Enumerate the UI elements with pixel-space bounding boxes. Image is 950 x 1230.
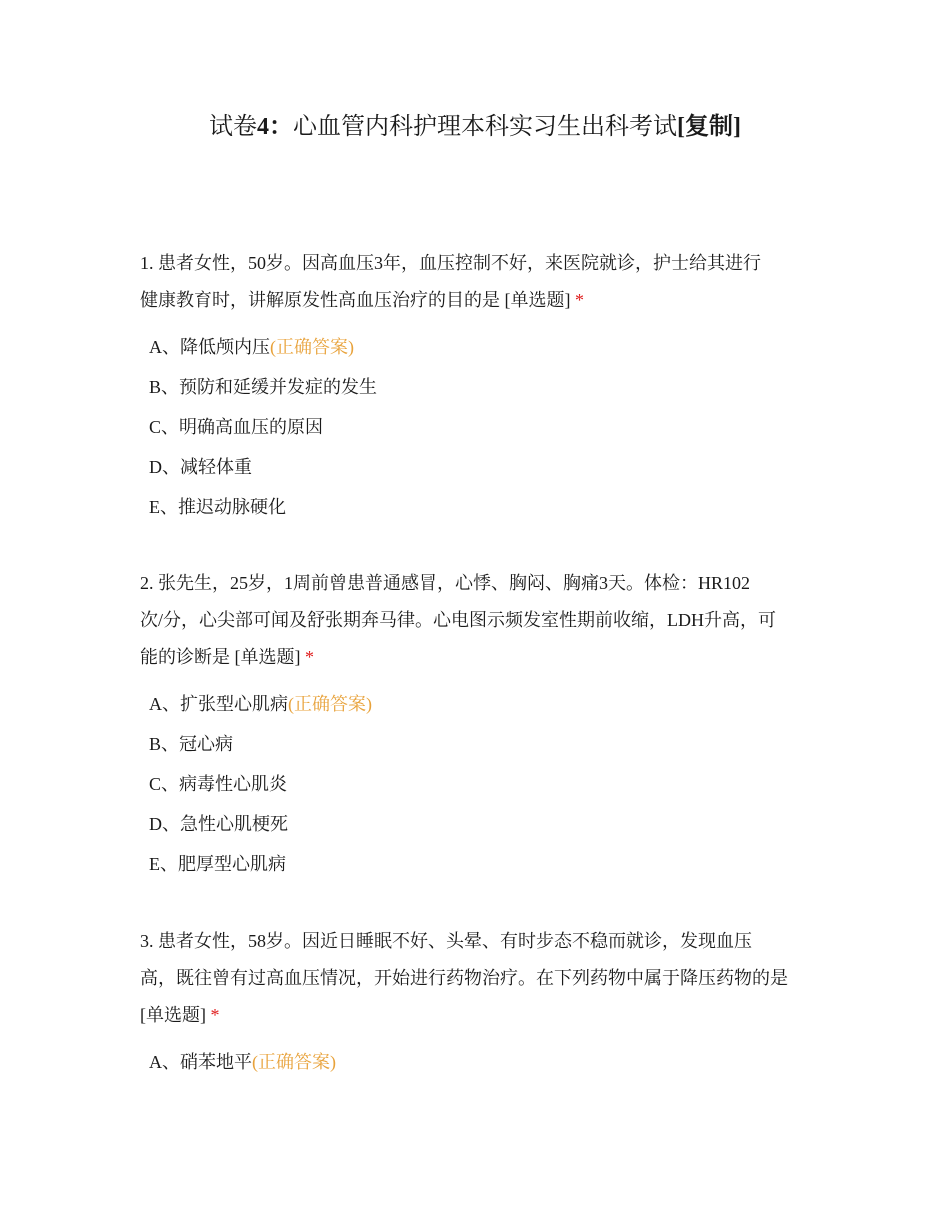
stem-line: 次/分，心尖部可闻及舒张期奔马律。心电图示频发室性期前收缩，LDH升高，可 [140,610,776,630]
option-label: B、冠心病 [149,734,234,754]
required-asterisk: * [305,647,314,667]
option-list [140,1042,815,1082]
stem-line: 能的诊断是 [单选题] [140,647,301,667]
option-a[interactable] [140,1042,815,1082]
option-a[interactable] [140,684,815,724]
stem-line: [单选题] [140,1005,206,1025]
option-d[interactable] [140,447,815,487]
question-2 [140,565,815,884]
option-a[interactable] [140,327,815,367]
option-label: B、预防和延缓并发症的发生 [149,377,378,397]
option-label: A、降低颅内压 [149,337,270,357]
correct-answer-marker: (正确答案) [270,337,354,357]
question-stem [140,565,815,676]
option-list [140,684,815,884]
option-e[interactable] [140,844,815,884]
option-label: C、病毒性心肌炎 [149,774,288,794]
option-d[interactable] [140,804,815,844]
option-e[interactable] [140,487,815,527]
option-label: D、急性心肌梗死 [149,814,288,834]
stem-line: 2. 张先生，25岁，1周前曾患普通感冒，心悸、胸闷、胸痛3天。体检：HR102 [140,573,751,593]
option-b[interactable] [140,367,815,407]
title-main: 心血管内科护理本科实习生出科考试 [293,114,677,140]
stem-line: 高，既往曾有过高血压情况，开始进行药物治疗。在下列药物中属于降压药物的是 [140,968,788,988]
question-1 [140,245,815,527]
option-label: C、明确高血压的原因 [149,417,324,437]
option-b[interactable] [140,724,815,764]
question-stem [140,923,815,1034]
correct-answer-marker: (正确答案) [288,694,372,714]
stem-line: 3. 患者女性，58岁。因近日睡眠不好、头晕、有时步态不稳而就诊，发现血压 [140,931,752,951]
option-label: A、硝苯地平 [149,1052,252,1072]
option-label: E、肥厚型心肌病 [149,854,286,874]
page-title [0,110,950,144]
question-stem [140,245,815,319]
option-label: D、减轻体重 [149,457,252,477]
title-colon: ： [269,114,293,140]
correct-answer-marker: (正确答案) [252,1052,336,1072]
option-list [140,327,815,527]
option-label: A、扩张型心肌病 [149,694,288,714]
option-label: E、推迟动脉硬化 [149,497,286,517]
title-prefix: 试卷 [209,114,257,140]
required-asterisk: * [210,1005,220,1025]
title-number: 4 [257,114,269,140]
question-3 [140,923,815,1082]
option-c[interactable] [140,764,815,804]
required-asterisk: * [575,290,584,310]
title-suffix: [复制] [677,114,741,140]
stem-line: 健康教育时，讲解原发性高血压治疗的目的是 [单选题] [140,290,571,310]
stem-line: 1. 患者女性，50岁。因高血压3年，血压控制不好，来医院就诊，护士给其进行 [140,253,761,273]
option-c[interactable] [140,407,815,447]
